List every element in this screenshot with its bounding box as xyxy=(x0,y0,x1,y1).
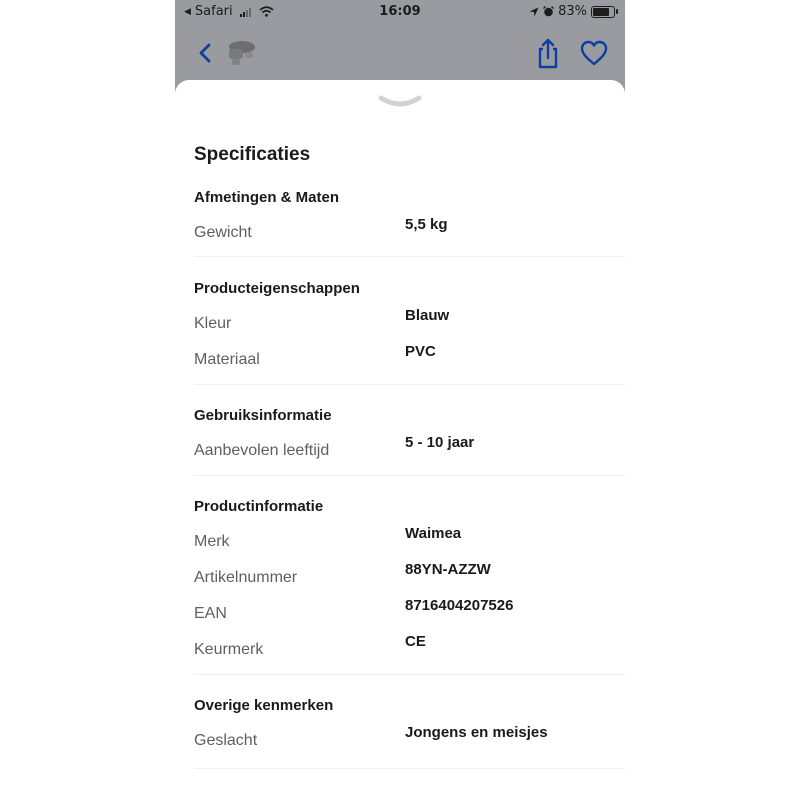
spec-row-geslacht xyxy=(194,724,614,754)
section-title-productinformatie: Productinformatie xyxy=(194,498,324,515)
status-time: 16:09 xyxy=(379,4,421,19)
spec-row-gewicht xyxy=(194,216,614,246)
battery-fill xyxy=(593,8,609,16)
battery-percent: 83% xyxy=(558,4,587,19)
section-divider xyxy=(194,384,625,385)
specifications-sheet xyxy=(175,80,625,800)
spec-label: Gewicht xyxy=(194,224,252,241)
spec-row-merk xyxy=(194,525,614,555)
section-title-gebruiksinformatie: Gebruiksinformatie xyxy=(194,407,332,424)
spec-value: Blauw xyxy=(405,307,450,324)
spec-label: Artikelnummer xyxy=(194,569,298,586)
spec-row-keurmerk xyxy=(194,633,614,663)
status-right xyxy=(529,4,615,19)
status-bar xyxy=(175,0,625,24)
spec-value: Jongens en meisjes xyxy=(405,724,548,741)
spec-value: 5 - 10 jaar xyxy=(405,434,475,451)
spec-value: 5,5 kg xyxy=(405,216,448,233)
spec-row-artikelnummer xyxy=(194,561,614,591)
page-title: Specificaties xyxy=(194,144,311,165)
spec-value: 88YN-AZZW xyxy=(405,561,491,578)
spec-row-materiaal xyxy=(194,343,614,373)
alarm-clock-icon xyxy=(543,6,554,17)
spec-value: PVC xyxy=(405,343,436,360)
spec-value: 8716404207526 xyxy=(405,597,514,614)
spec-row-ean xyxy=(194,597,614,627)
spec-label: Merk xyxy=(194,533,230,550)
spec-row-aanbevolen-leeftijd xyxy=(194,434,614,464)
section-title-afmetingen: Afmetingen & Maten xyxy=(194,189,340,206)
section-divider xyxy=(194,256,625,257)
sheet-collapse-chevron-icon[interactable] xyxy=(377,94,423,110)
section-divider xyxy=(194,475,625,476)
share-icon[interactable] xyxy=(533,36,563,70)
back-triangle-icon: ◀ xyxy=(184,6,191,17)
location-arrow-icon xyxy=(529,7,539,17)
battery-icon xyxy=(591,6,615,18)
section-title-producteigenschappen: Producteigenschappen xyxy=(194,280,360,297)
spec-label: Aanbevolen leeftijd xyxy=(194,442,330,459)
spec-label: Keurmerk xyxy=(194,641,264,658)
status-back-app-label: Safari xyxy=(194,4,233,19)
spec-label: Materiaal xyxy=(194,351,260,368)
section-divider xyxy=(194,768,625,769)
spec-label: Geslacht xyxy=(194,732,258,749)
spec-value: Waimea xyxy=(405,525,462,542)
spec-label: EAN xyxy=(194,605,227,622)
product-thumbnail xyxy=(223,38,259,68)
heart-icon[interactable] xyxy=(579,38,609,68)
phone-screen xyxy=(175,0,625,800)
section-divider xyxy=(194,674,625,675)
spec-label: Kleur xyxy=(194,315,232,332)
section-title-overige-kenmerken: Overige kenmerken xyxy=(194,697,334,714)
spec-value: CE xyxy=(405,633,426,650)
nav-bar xyxy=(175,30,625,76)
chevron-left-icon[interactable] xyxy=(193,38,217,68)
spec-row-kleur xyxy=(194,307,614,337)
